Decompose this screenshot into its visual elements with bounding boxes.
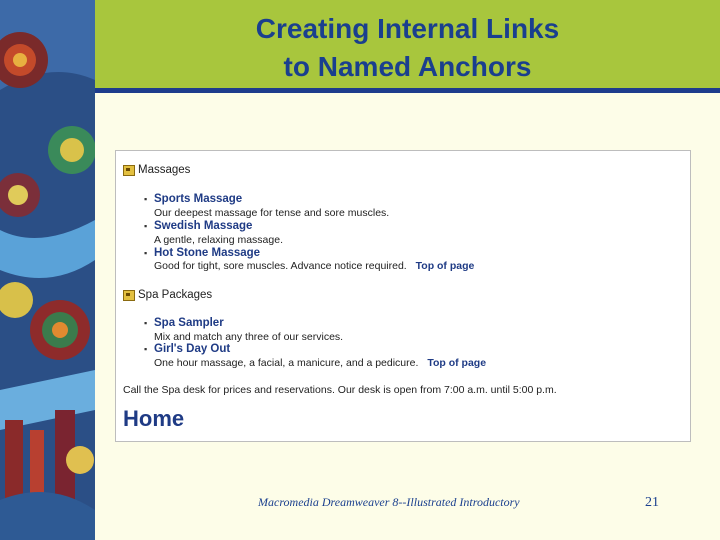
home-heading: Home	[123, 406, 185, 431]
list-item	[144, 247, 261, 260]
list-item	[144, 343, 231, 356]
top-of-page-link[interactable]: Top of page	[427, 357, 487, 369]
link-sports-massage[interactable]: Sports Massage	[154, 193, 243, 205]
bullet-icon: ▪	[144, 248, 148, 258]
section-heading-packages: Spa Packages	[138, 289, 213, 301]
anchor-icon	[123, 165, 135, 176]
painting-graphic	[0, 0, 95, 540]
item-description	[154, 357, 486, 369]
page-number: 21	[645, 495, 659, 510]
info-text: Call the Spa desk for prices and reservations. Our desk is open from 7:00 a.m. until 5:00 p.m.	[123, 384, 557, 396]
bullet-icon: ▪	[144, 221, 148, 231]
item-description: Our deepest massage for tense and sore muscles.	[154, 207, 390, 219]
anchor-icon	[123, 290, 135, 301]
link-swedish-massage[interactable]: Swedish Massage	[154, 220, 253, 232]
top-of-page-link[interactable]: Top of page	[415, 260, 475, 272]
web-page-screenshot	[115, 150, 691, 442]
decorative-art	[0, 0, 95, 540]
list-item	[144, 220, 253, 233]
link-spa-sampler[interactable]: Spa Sampler	[154, 317, 224, 329]
list-item	[144, 193, 243, 206]
bullet-icon: ▪	[144, 318, 148, 328]
section-heading-massages: Massages	[138, 164, 191, 176]
bullet-icon: ▪	[144, 194, 148, 204]
item-description-text: One hour massage, a facial, a manicure, and a pedicure.	[154, 357, 419, 369]
item-description: A gentle, relaxing massage.	[154, 234, 283, 246]
item-description	[154, 260, 474, 272]
slide-footer: Macromedia Dreamweaver 8--Illustrated Introductory	[258, 495, 520, 509]
link-hot-stone-massage[interactable]: Hot Stone Massage	[154, 247, 261, 259]
slide-title	[95, 10, 720, 86]
title-divider	[95, 88, 720, 93]
title-line-1: Creating Internal Links	[255, 13, 560, 44]
list-item	[144, 317, 224, 330]
title-line-2: to Named Anchors	[283, 51, 532, 82]
link-girls-day-out[interactable]: Girl's Day Out	[154, 343, 231, 355]
anchor-massages	[123, 164, 190, 176]
item-description-text: Good for tight, sore muscles. Advance notice required.	[154, 260, 407, 272]
item-description: Mix and match any three of our services.	[154, 331, 344, 343]
bullet-icon: ▪	[144, 344, 148, 354]
anchor-spa-packages	[123, 289, 212, 301]
